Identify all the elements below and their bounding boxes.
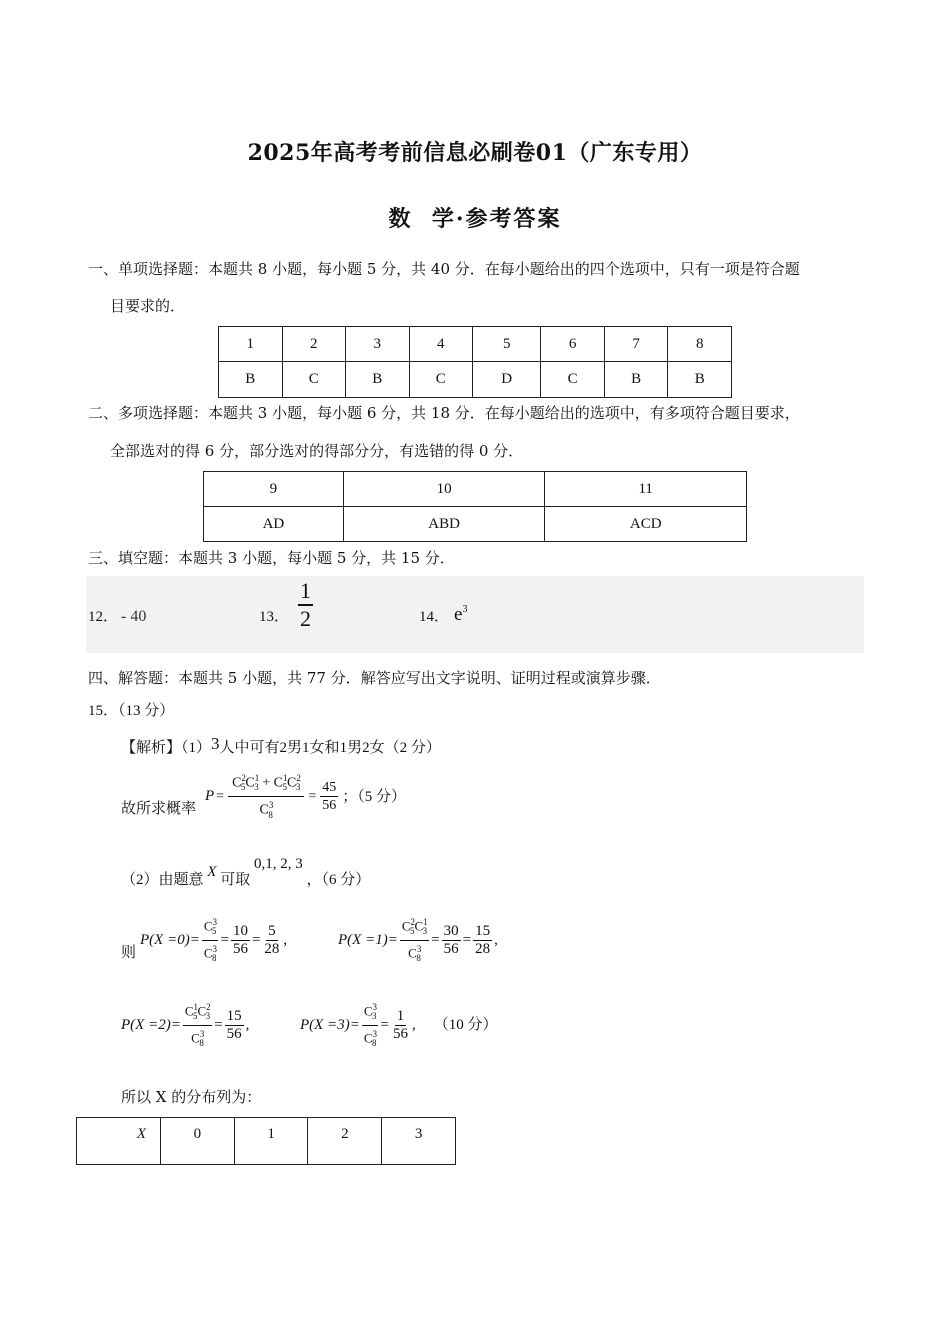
combination-sum: $C^2_5C^1_3 + C^1_5C^2_3$ (228, 770, 304, 797)
prob-x0-formula: P(X =0)= $\frac{C^3_5}{C^3_8}$ = $\frac{10}{56}$ = $\frac{5}{28}$ , (140, 914, 287, 967)
prob-x0-res-num: 5 (268, 922, 276, 939)
prob-x3-res-den: 56 (392, 1025, 408, 1042)
comb-denominator: $C^3_8$ (191, 1028, 205, 1048)
prob-x3-formula: P(X =3)= $\frac{C^3_3}{C^3_8}$ = $\frac{1}{56}$ , （10 分） (300, 999, 497, 1052)
answer-cell: C (282, 362, 346, 398)
q15-part1-line (121, 734, 441, 758)
distribution-value-cell: 3 (382, 1118, 456, 1165)
answer-cell: B (219, 362, 283, 398)
question-number-cell: 9 (204, 472, 344, 507)
comb-numerator: $C^3_3$ (362, 999, 379, 1026)
part2-mid: 可取 (220, 872, 251, 888)
answer-cell: B (346, 362, 410, 398)
q13-denominator: 2 (300, 606, 311, 631)
q14-label: 14． (419, 609, 450, 625)
question-number-cell: 7 (604, 327, 668, 362)
distribution-value-cell: 1 (234, 1118, 308, 1165)
answer-cell: B (604, 362, 668, 398)
question-number-cell: 4 (409, 327, 473, 362)
question-number-cell: 3 (346, 327, 410, 362)
prob-x1-res-den: 28 (475, 940, 491, 957)
prob-result-numerator: 45 (322, 780, 337, 796)
section2-heading-cont: 全部选对的得 6 分，部分选对的得部分分，有选错的得 0 分． (110, 442, 524, 460)
then-label: 则 (121, 943, 137, 961)
combination-total: $C^3_8$ (259, 800, 274, 820)
q14-exponent: 3 (462, 604, 468, 615)
part1-count: 2 (279, 740, 288, 756)
prob-prefix: 故所求概率 (121, 799, 197, 817)
prob-x0-res-den: 28 (264, 940, 280, 957)
q12-answer: - 40 (121, 608, 147, 625)
prob-x1-res-num: 15 (475, 922, 491, 939)
comb-denominator: $C^3_8$ (363, 1028, 377, 1048)
prob-symbol: P (205, 788, 215, 805)
prob-x1-mid-den: 56 (443, 940, 459, 957)
question-number-cell: 10 (343, 472, 545, 507)
distribution-value-cell: 2 (308, 1118, 382, 1165)
comb-denominator: $C^3_8$ (408, 943, 422, 963)
question-number-cell: 11 (545, 472, 747, 507)
answer-cell: ABD (343, 507, 545, 542)
section3-heading: 三、填空题：本题共 3 小题，每小题 5 分，共 15 分． (88, 549, 455, 567)
answer-cell: ACD (545, 507, 747, 542)
answer-cell: D (473, 362, 541, 398)
distribution-value-cell: 0 (161, 1118, 235, 1165)
prob-x0-mid-den: 56 (232, 940, 248, 957)
fill-in-answer-box (86, 576, 864, 653)
prob-x3-lhs: P(X =3)= (300, 1016, 360, 1033)
random-variable: X (207, 864, 217, 880)
q15-part2-line (121, 856, 371, 888)
q12-label: 12． (88, 609, 119, 625)
prob-x1-mid-num: 30 (443, 922, 459, 939)
possible-values: 0,1, 2, 3 (253, 856, 303, 872)
part1-count: 1 (339, 740, 348, 756)
part1-number: 3 (211, 734, 220, 753)
prob-x1-formula: P(X =1)= $\frac{C^2_5C^1_3}{C^3_8}$ = $\frac{30}{56}$ = $\frac{15}{28}$ , (338, 914, 498, 967)
distribution-header-cell: X (77, 1118, 161, 1165)
section4-heading: 四、解答题：本题共 5 小题，共 77 分．解答应写出文字说明、证明过程或演算步骤． (88, 669, 661, 687)
question-number-cell: 6 (541, 327, 605, 362)
part1-count: 2 (362, 740, 370, 756)
answer-cell: C (409, 362, 473, 398)
document-subtitle: 数 学·参考答案 (388, 206, 562, 232)
part1-text: 女和 (309, 740, 340, 756)
part1-text: 男 (287, 740, 303, 756)
part1-count: 1 (302, 740, 310, 756)
single-choice-answer-table (218, 326, 732, 398)
answer-cell: C (541, 362, 605, 398)
prob-x0-mid-num: 10 (232, 922, 248, 939)
q14-answer (454, 604, 467, 626)
prob-x2-res-den: 56 (226, 1025, 242, 1042)
comb-numerator: $C^1_5C^2_3$ (183, 999, 212, 1026)
prob-x2-res-num: 15 (226, 1007, 242, 1024)
q13-answer-fraction (296, 578, 315, 632)
q15-label: 15．（13 分） (88, 703, 175, 719)
part2-suffix: ，（6 分） (306, 872, 371, 888)
section1-heading: 一、单项选择题：本题共 8 小题，每小题 5 分，共 40 分．在每小题给出的四个选项中，只有一项是符合题 (88, 260, 800, 278)
distribution-intro: 所以 X 的分布列为： (121, 1088, 262, 1106)
prob-suffix: ；（5 分） (342, 788, 407, 805)
q13-numerator: 1 (298, 578, 313, 606)
section2-heading: 二、多项选择题：本题共 3 小题，每小题 6 分，共 18 分．在每小题给出的选项中，有多项符合题目要求， (88, 404, 800, 422)
prob-x0-lhs: P(X =0)= (140, 931, 200, 948)
score-note: （10 分） (433, 1017, 498, 1034)
answer-cell: AD (204, 507, 344, 542)
part2-prefix: （2）由题意 (121, 872, 204, 888)
prob-x1-lhs: P(X =1)= (338, 931, 398, 948)
answer-cell: B (668, 362, 732, 398)
comb-numerator: $C^3_5$ (202, 914, 219, 941)
prob-result-denominator: 56 (322, 798, 337, 814)
multi-choice-answer-table (203, 471, 747, 542)
q13-label: 13． (259, 609, 290, 625)
question-number-cell: 8 (668, 327, 732, 362)
comb-denominator: $C^3_8$ (203, 943, 217, 963)
part1-prefix: 【解析】（1） (121, 740, 212, 756)
prob-formula: P = $\frac{C^2_5C^1_3 + C^1_5C^2_3}{C^3_8}$ = $\frac{45}{56}$ ；（5 分） (205, 770, 406, 824)
part1-text: 男 (347, 740, 363, 756)
section1-heading-cont: 目要求的． (110, 297, 186, 315)
part1-text: 人中可有 (219, 740, 280, 756)
prob-x2-formula: P(X =2)= $\frac{C^1_5C^2_3}{C^3_8}$ = $\frac{15}{56}$ , (121, 999, 249, 1052)
question-number-cell: 5 (473, 327, 541, 362)
question-number-cell: 2 (282, 327, 346, 362)
part1-text: 女（2 分） (369, 740, 441, 756)
distribution-table (76, 1117, 456, 1165)
q14-base: e (454, 604, 463, 625)
prob-x3-res-num: 1 (396, 1007, 405, 1024)
prob-x2-lhs: P(X =2)= (121, 1016, 181, 1033)
document-title: 2025年高考考前信息必刷卷01（广东专用） (247, 140, 703, 166)
question-number-cell: 1 (219, 327, 283, 362)
comb-numerator: $C^2_5C^1_3$ (400, 914, 429, 941)
